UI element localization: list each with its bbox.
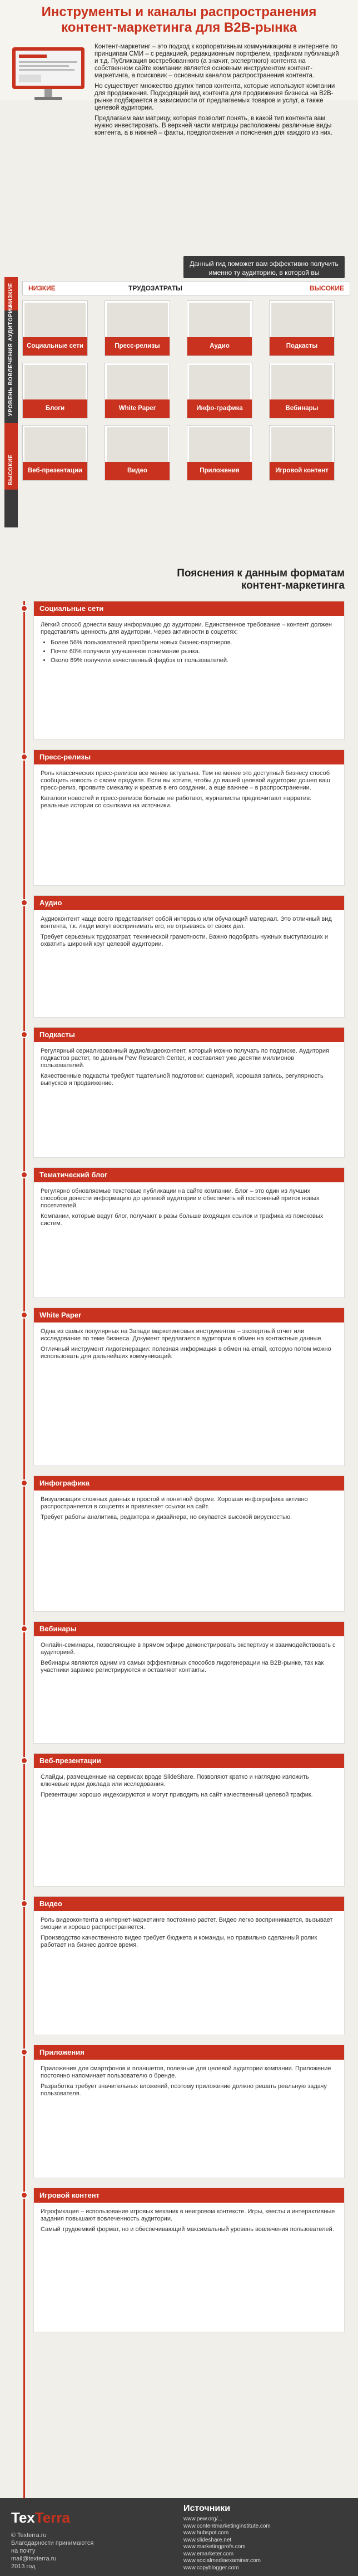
- tile-video: [105, 425, 170, 481]
- source-link[interactable]: www.socialmediaexaminer.com: [183, 2558, 261, 2564]
- card-body: [34, 2203, 344, 2242]
- timeline: [23, 601, 25, 2504]
- card-paragraph: Игрофикация – использование игровых механик в неигровом контексте. Игры, квесты и интерактивные задания повышают вовлеченность аудитории.: [41, 2208, 335, 2222]
- explanation-card: [33, 1307, 345, 1466]
- footer-info: [11, 2531, 100, 2570]
- tile-label: Веб-презентации: [23, 462, 87, 480]
- tile-whitepaper: [105, 363, 170, 418]
- card-paragraph: Регулярный сериализованный аудио/видеоконтент, который можно получать по подписке. Аудитория подкастов растет, по данным Pew Research Center, и составляет уже десятки миллионов пользователей.: [41, 1048, 330, 1069]
- video-icon: [107, 427, 168, 462]
- card-body: [34, 1182, 344, 1236]
- tile-podcasts: [269, 300, 335, 356]
- logo-part-1: Tex: [11, 2509, 35, 2526]
- card-paragraph: Компании, которые ведут блог, получают в разы больше входящих ссылок и трафика из поисковых систем.: [41, 1213, 324, 1227]
- section-title: Пояснения к данным форматам контент-маркетинга: [177, 567, 345, 591]
- tile-label: Приложения: [187, 462, 252, 480]
- intro-paragraph-2: Но существует множество других типов контента, которые используют компании для продвижения. Подходящий вид контента для продвижения бизнеса на B2B-рынке подбирается в зависимости от предлагаемых товаров и услуг, а также целевой аудитории.: [95, 83, 335, 111]
- explanation-card: [33, 2188, 345, 2332]
- intro-paragraph-3: Предлагаем вам матрицу, которая позволит понять, в какой тип контента вам нужно инвестировать. В верхней части матрицы расположены различные виды контента, а в нижней – факты, предположения и пояснения для каждого из них.: [95, 115, 332, 136]
- contact-email[interactable]: mail@texterra.ru: [11, 2555, 57, 2562]
- tile-label: Аудио: [187, 337, 252, 356]
- timeline-dot: [21, 1311, 28, 1319]
- source-link[interactable]: www.contentmarketinginstitute.com: [183, 2523, 271, 2529]
- card-paragraph: Требует серьезных трудозатрат, технической грамотности. Важно подобрать нужных выступающих и охватить широкий круг целевой аудитории.: [41, 934, 328, 948]
- source-link[interactable]: www.hubspot.com: [183, 2530, 229, 2536]
- press-release-icon: [107, 303, 168, 337]
- tile-apps: [187, 425, 252, 481]
- social-icon: [24, 303, 86, 337]
- explanation-card: [33, 1896, 345, 2035]
- explanation-card: [33, 749, 345, 886]
- explanation-card: [33, 1027, 345, 1158]
- card-paragraph: Визуализация сложных данных в простой и понятной форме. Хорошая инфографика активно распространяется в соцсетях и привлекает ссылки на сайт.: [41, 1496, 308, 1510]
- card-paragraph: Вебинары являются одним из самых эффективных способов лидогенерации на B2B-рынке, так как участники заранее регистрируются и оставляют контакты.: [41, 1660, 324, 1674]
- card-list-item: • Почти 60% получили улучшенное понимание рынка.: [51, 648, 337, 655]
- card-paragraph: Каталоги новостей и пресс-релизов больше не работают, журналисты предпочитают нарратив: реальные истории со ссылками на источники.: [41, 795, 312, 809]
- tile-label: Инфо-графика: [187, 399, 252, 418]
- tile-infographics: [187, 363, 252, 418]
- effort-axis-label: ТРУДОЗАТРАТЫ: [128, 284, 182, 292]
- card-body: [34, 1636, 344, 1683]
- smartphone-icon: [189, 427, 250, 462]
- monitor-illustration-icon: [7, 45, 90, 106]
- card-body: [34, 764, 344, 818]
- page-title: Инструменты и каналы распространения контент-маркетинга для B2B-рынка: [41, 4, 317, 35]
- tile-webinars: [269, 363, 335, 418]
- source-link[interactable]: www.emarketer.com: [183, 2550, 234, 2557]
- explanation-card: [33, 1475, 345, 1612]
- card-list-item: • Более 56% пользователей приобрели новых бизнес-партнеров.: [51, 639, 337, 647]
- copyright: © Texterra.ru: [11, 2532, 47, 2539]
- timeline-dot: [21, 1031, 28, 1038]
- timeline-dot: [21, 1757, 28, 1764]
- card-paragraph: Производство качественного видео требует бюджета и команды, но правильно сделанный ролик работает на бизнес долгое время.: [41, 1935, 317, 1948]
- presentation-icon: [24, 427, 86, 462]
- card-paragraph: Регулярно обновляемые текстовые публикации на сайте компании. Блог – это один из лучших способов донести информацию до целевой аудитории и обеспечить ей постоянный приток новых посетителей.: [41, 1188, 320, 1209]
- tile-label: Подкасты: [270, 337, 334, 356]
- card-title: White Paper: [34, 1308, 344, 1322]
- engagement-high-label: ВЫСОКИЕ: [8, 454, 14, 485]
- card-paragraph: Самый трудоемкий формат, но и обеспечивающий максимальный уровень вовлечения пользователей.: [41, 2226, 334, 2233]
- tile-social: [22, 300, 88, 356]
- card-body: [34, 2060, 344, 2106]
- card-paragraph: Лёгкий способ донести вашу информацию до аудитории. Единственное требование – контент должен представлять ценность для аудитории. Через активности в соцсетях:: [41, 621, 332, 635]
- timeline-dot: [21, 1900, 28, 1907]
- timeline-dot: [21, 1479, 28, 1487]
- card-paragraph: Презентации хорошо индексируются и могут приводить на сайт качественный целевой трафик.: [41, 1792, 313, 1798]
- logo-part-2: Terra: [34, 2509, 70, 2526]
- intro-text: [95, 43, 339, 140]
- timeline-dot: [21, 605, 28, 612]
- source-link[interactable]: www.copyblogger.com: [183, 2564, 239, 2571]
- card-paragraph: Слайды, размещенные на сервисах вроде SlideShare. Позволяют кратко и наглядно изложить ключевые идеи доклада или исследования.: [41, 1774, 309, 1788]
- card-paragraph: Одна из самых популярных на Западе маркетинговых инструментов – экспертный отчет или исследование по теме бизнеса. Документ предлагается аудитории в обмен на контактные данные.: [41, 1328, 323, 1342]
- sources: [183, 2504, 350, 2572]
- timeline-dot: [21, 899, 28, 906]
- card-title: Социальные сети: [34, 601, 344, 616]
- card-title: Игровой контент: [34, 2188, 344, 2203]
- source-link[interactable]: www.marketingprofs.com: [183, 2544, 246, 2550]
- tile-press: [105, 300, 170, 356]
- tile-blogs: [22, 363, 88, 418]
- tile-label: Пресс-релизы: [105, 337, 170, 356]
- engagement-low-label: НИЗКИЕ: [8, 283, 14, 307]
- guide-banner: Данный гид поможет вам эффективно получить именно ту аудиторию, в которой вы: [183, 256, 345, 278]
- sources-title: Источники: [183, 2504, 231, 2513]
- card-list: [41, 639, 337, 664]
- audio-icon: [189, 303, 250, 337]
- card-title: Тематический блог: [34, 1168, 344, 1182]
- card-title: Веб-презентации: [34, 1754, 344, 1768]
- card-paragraph: Онлайн-семинары, позволяющие в прямом эфире демонстрировать экспертизу и взаимодействовать с аудиторией.: [41, 1642, 336, 1656]
- webinar-icon: [271, 365, 332, 399]
- texterra-logo: [11, 2509, 70, 2526]
- source-link[interactable]: www.slideshare.net: [183, 2536, 232, 2543]
- explanation-card: [33, 2045, 345, 2178]
- effort-axis: [22, 281, 350, 295]
- podcast-icon: [271, 303, 332, 337]
- gamepad-icon: [271, 427, 332, 462]
- card-body: [34, 1322, 344, 1369]
- card-paragraph: Качественные подкасты требуют тщательной подготовки: сценарий, хорошая запись, регулярность выпусков и продвижение.: [41, 1073, 324, 1087]
- card-paragraph: Отличный инструмент лидогенерации: полезная информация в обмен на email, которую потом можно использовать для дальнейших коммуникаций.: [41, 1346, 331, 1360]
- blog-icon: [24, 365, 86, 399]
- card-title: Подкасты: [34, 1028, 344, 1042]
- tile-label: White Paper: [105, 399, 170, 418]
- tile-presentations: [22, 425, 88, 481]
- timeline-dot: [21, 2192, 28, 2199]
- explanation-card: [33, 1753, 345, 1887]
- intro-paragraph-1: Контент-маркетинг – это подход к корпоративным коммуникациям в интернете по принципам СМИ – с редакцией, редакционным портфелем, графиком публикаций и т.д. Публикация востребованного (а значит, экспертного) контента на собственном сайте компании является основным инструментом контент-маркетинга, а поисковик – основным каналом распространения контента.: [95, 43, 339, 79]
- card-title: Вебинары: [34, 1622, 344, 1636]
- card-title: Аудио: [34, 896, 344, 910]
- tile-audio: [187, 300, 252, 356]
- timeline-dot: [21, 753, 28, 761]
- card-paragraph: Требует работы аналитика, редактора и дизайнера, но окупается высокой вирусностью.: [41, 1514, 292, 1521]
- card-paragraph: Приложения для смартфонов и планшетов, полезные для целевой аудитории компании. Приложение постоянно напоминает пользователю о бренде.: [41, 2065, 331, 2079]
- timeline-dot: [21, 1625, 28, 1632]
- card-title: Пресс-релизы: [34, 750, 344, 764]
- card-body: [34, 910, 344, 957]
- card-body: [34, 1911, 344, 1958]
- tile-label: Блоги: [23, 399, 87, 418]
- engagement-axis-label: УРОВЕНЬ ВОВЛЕЧЕНИЯ АУДИТОРИИ: [8, 304, 14, 416]
- card-body: [34, 1768, 344, 1808]
- explanation-card: [33, 1167, 345, 1298]
- effort-high-label: ВЫСОКИЕ: [309, 284, 344, 292]
- effort-low-label: НИЗКИЕ: [28, 284, 56, 292]
- source-link[interactable]: www.pew.org/...: [183, 2516, 223, 2522]
- tile-label: Видео: [105, 462, 170, 480]
- timeline-dot: [21, 1171, 28, 1178]
- card-body: [34, 1042, 344, 1096]
- explanation-card: [33, 895, 345, 1018]
- card-body: [34, 616, 344, 672]
- year: 2013 год: [11, 2563, 36, 2570]
- card-list-item: • Около 69% получили качественный фидбэк от пользователей.: [51, 657, 337, 664]
- card-title: Видео: [34, 1897, 344, 1911]
- card-title: Приложения: [34, 2045, 344, 2060]
- card-paragraph: Разработка требует значительных вложений, поэтому приложение должно решать реальную задачу пользователя.: [41, 2083, 327, 2097]
- document-icon: [107, 365, 168, 399]
- card-paragraph: Роль классических пресс-релизов все менее актуальна. Тем не менее это доступный бизнесу способ сообщить новость о своем продукте. Если вы хотите, чтобы до вашей целевой аудитории дошел ваш пресс-релиз, проявите смекалку и креатив в его создании, а еще важнее – в распространении.: [41, 770, 330, 791]
- tile-label: Игровой контент: [270, 462, 334, 480]
- tile-label: Вебинары: [270, 399, 334, 418]
- thanks-text: Благодарности принимаются на почту: [11, 2540, 94, 2554]
- tile-games: [269, 425, 335, 481]
- card-body: [34, 1491, 344, 1530]
- infographic-icon: [189, 365, 250, 399]
- card-paragraph: Аудиоконтент чаще всего представляет собой интервью или обучающий материал. Это отличный вид контента, т.к. люди могут воспринимать его, не отрываясь от своих дел.: [41, 916, 332, 930]
- tile-label: Социальные сети: [23, 337, 87, 356]
- timeline-dot: [21, 2049, 28, 2056]
- explanation-card: [33, 601, 345, 740]
- source-list: [183, 2516, 350, 2572]
- explanation-card: [33, 1621, 345, 1744]
- card-paragraph: Роль видеоконтента в интернет-маркетинге постоянно растет. Видео легко воспринимается, вызывает эмоции и хорошо распространяется.: [41, 1917, 333, 1931]
- card-title: Инфографика: [34, 1476, 344, 1491]
